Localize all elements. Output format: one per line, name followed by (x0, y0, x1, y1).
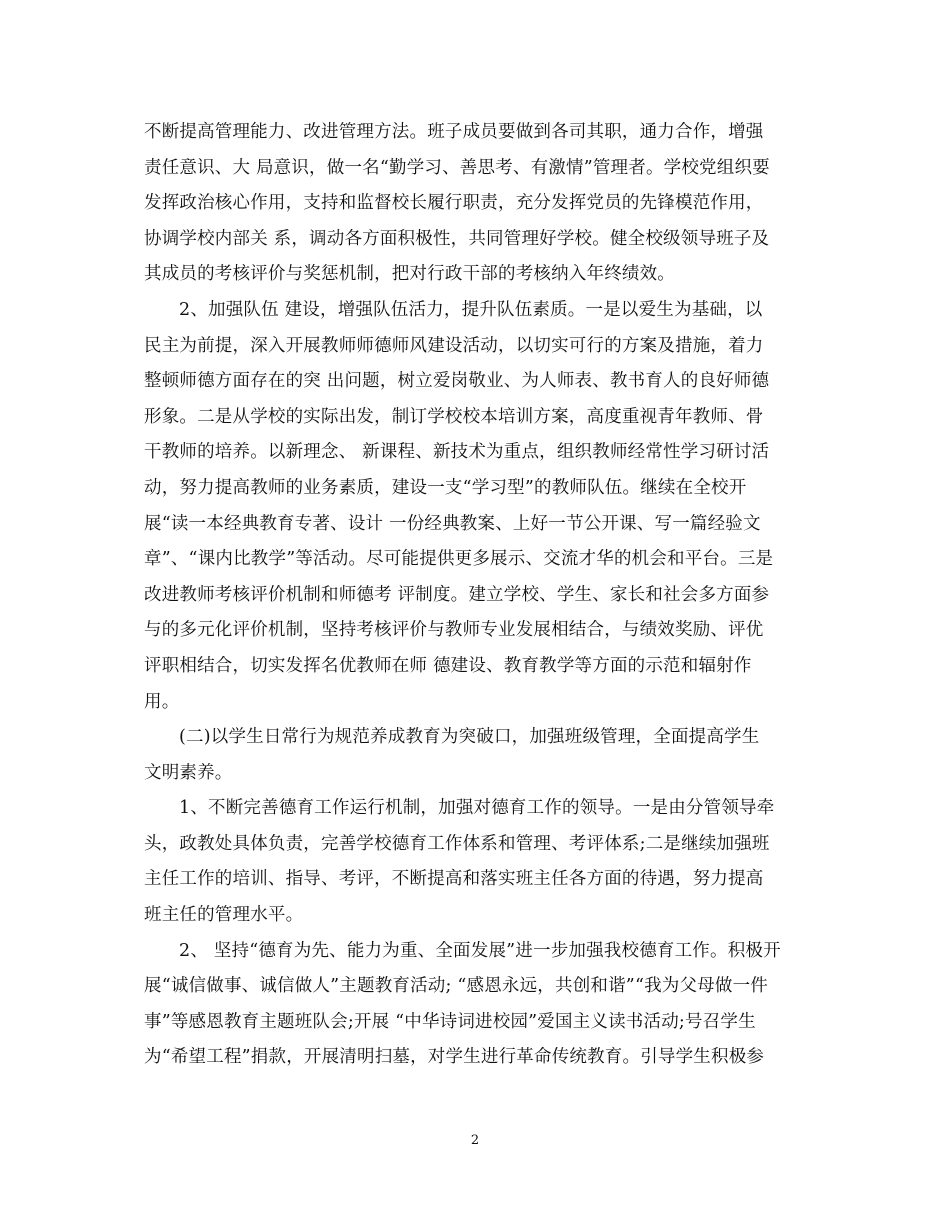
text-line: 改进教师考核评价机制和师德考 评制度。建立学校、学生、家长和社会多方面参 (144, 584, 770, 605)
text-line: 责任意识、大 局意识，做一名“勤学习、善思考、有激情”管理者。学校党组织要 (144, 157, 770, 178)
text-line: 章”、“课内比教学”等活动。尽可能提供更多展示、交流才华的机会和平台。三是 (144, 549, 774, 570)
section-heading-line: (二)以学生日常行为规范养成教育为突破口，加强班级管理，全面提高学生 (179, 727, 760, 748)
text-line: 头，政教处具体负责，完善学校德育工作体系和管理、考评体系;二是继续加强班 (144, 833, 770, 854)
text-line: 为“希望工程”捐款，开展清明扫墓，对学生进行革命传统教育。引导学生积极参 (144, 1047, 765, 1068)
text-line: 形象。二是从学校的实际出发，制订学校校本培训方案，高度重视青年教师、骨 (144, 406, 764, 427)
paragraph-start-line: 1、不断完善德育工作运行机制，加强对德育工作的领导。一是由分管领导牵 (179, 798, 775, 819)
text-line: 其成员的考核评价与奖惩机制，把对行政干部的考核纳入年终绩效。 (144, 264, 675, 285)
text-line: 动，努力提高教师的业务素质，建设一支“学习型”的教师队伍。继续在全校开 (144, 477, 747, 498)
text-line: 主任工作的培训、指导、考评，不断提高和落实班主任各方面的待遇，努力提高 (144, 869, 764, 890)
paragraph-start-line: 2、加强队伍 建设，增强队伍活力，提升队伍素质。一是以爱生为基础，以 (179, 299, 763, 320)
text-line: 文明素养。 (144, 762, 233, 783)
text-line: 协调学校内部关 系，调动各方面积极性，共同管理好学校。健全校级领导班子及 (144, 228, 770, 249)
text-line: 干教师的培养。以新理念、 新课程、新技术为重点，组织教师经常性学习研讨活 (144, 442, 770, 463)
text-line: 事”等感恩教育主题班队会;开展 “中华诗词进校园”爱国主义读书活动;号召学生 (144, 1011, 756, 1032)
text-line: 整顿师德方面存在的突 出问题，树立爱岗敬业、为人师表、教书育人的良好师德 (144, 371, 770, 392)
document-body (144, 115, 824, 1076)
paragraph-start-line: 2、 坚持“德育为先、能力为重、全面发展”进一步加强我校德育工作。积极开 (179, 940, 781, 961)
text-line: 展“读一本经典教育专著、设计 一份经典教案、上好一节公开课、写一篇经验文 (144, 513, 761, 534)
page-number: 2 (470, 1133, 480, 1148)
text-line: 用。 (144, 691, 180, 712)
text-line: 与的多元化评价机制，坚持考核评价与教师专业发展相结合，与绩效奖励、评优 (144, 620, 764, 641)
text-line: 发挥政治核心作用，支持和监督校长履行职责，充分发挥党员的先锋模范作用， (144, 193, 764, 214)
text-line: 不断提高管理能力、改进管理方法。班子成员要做到各司其职，通力合作，增强 (144, 122, 764, 142)
text-line: 民主为前提，深入开展教师师德师风建设活动，以切实可行的方案及措施，着力 (144, 335, 764, 356)
text-line: 评职相结合，切实发挥名优教师在师 德建设、教育教学等方面的示范和辐射作 (144, 655, 752, 676)
text-line: 班主任的管理水平。 (144, 905, 304, 926)
text-line: 展“诚信做事、诚信做人”主题教育活动; “感恩永远，共创和谐”“我为父母做一件 (144, 976, 768, 997)
